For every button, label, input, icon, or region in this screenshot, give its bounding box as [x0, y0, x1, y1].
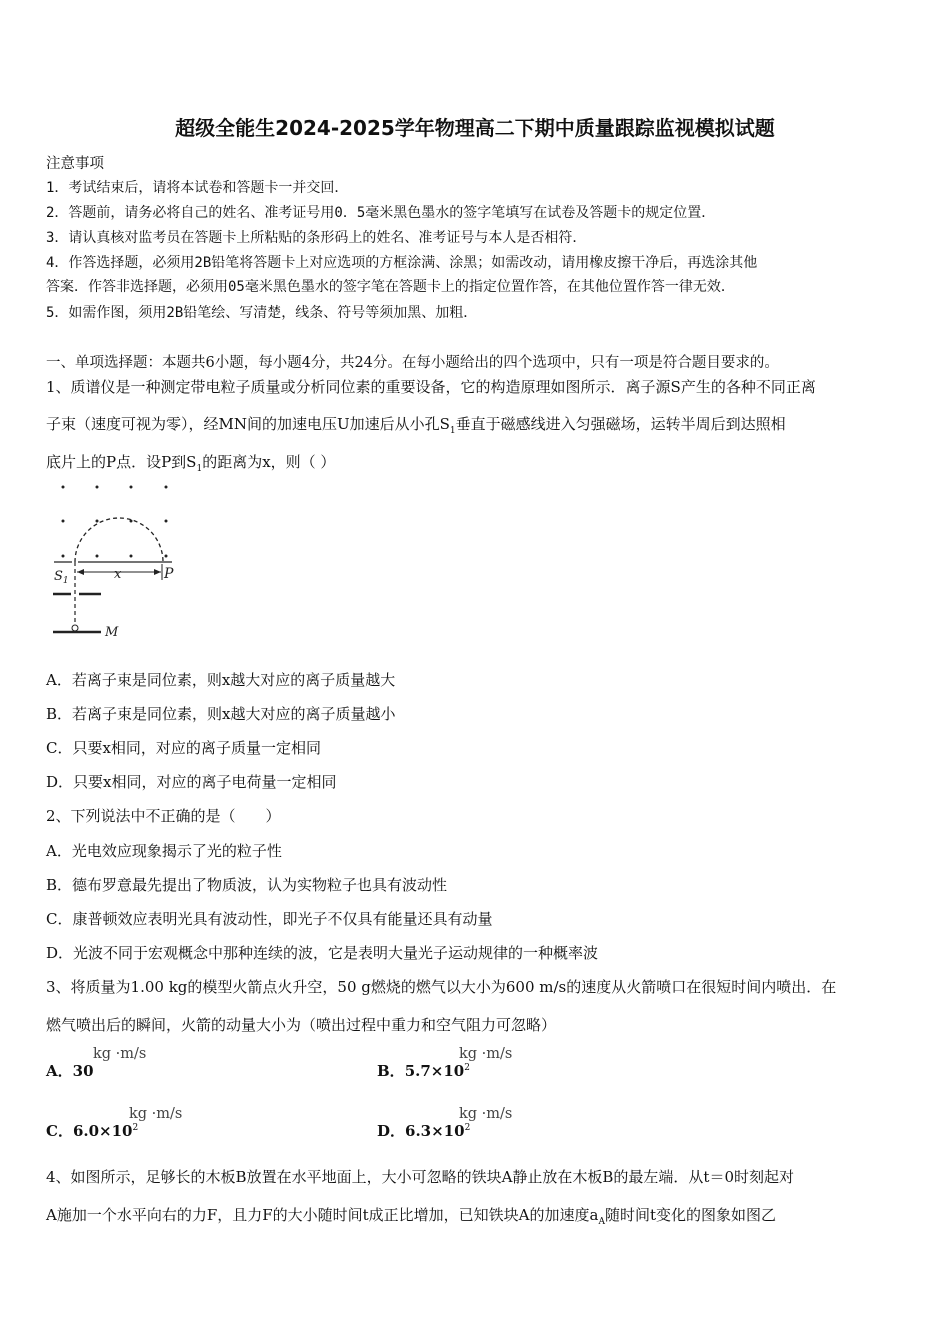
label-x: x: [114, 567, 122, 582]
q3-option-b: B．$5.7\times 10^2$: [377, 1062, 470, 1080]
q3-stem-line2: 燃气喷出后的瞬间，火箭的动量大小为（喷出过程中重力和空气阻力可忽略）: [46, 1016, 557, 1034]
notice-heading: 注意事项: [46, 156, 104, 172]
section-heading: 一、单项选择题：本题共6小题，每小题4分，共24分。在每小题给出的四个选项中，只有一项是符合题目要求的。: [46, 355, 779, 371]
q2-option-b: B．德布罗意最先提出了物质波，认为实物粒子也具有波动性: [46, 876, 448, 894]
q2-stem: 2、下列说法中不正确的是（ ）: [46, 807, 281, 825]
label-s1: $S_1$: [54, 569, 69, 586]
q2-option-c: C．康普顿效应表明光具有波动性，即光子不仅具有能量还具有动量: [46, 910, 493, 928]
q1-option-d: D．只要x相同，对应的离子电荷量一定相同: [46, 773, 337, 791]
q3-option-c: C．$6.0\times 10^2$: [46, 1122, 139, 1140]
q3-option-a: A．30: [46, 1062, 94, 1080]
notice-item: 答案．作答非选择题，必须用05毫米黑色墨水的签字笔在答题卡上的指定位置作答，在其他位置作答一律无效．: [46, 279, 735, 295]
q3-option-b-unit: kg ·m/s: [459, 1046, 513, 1062]
q3-stem-line1: 3、将质量为1.00 kg的模型火箭点火升空，50 g燃烧的燃气以大小为600 m/s的速度从火箭喷口在很短时间内喷出．在: [46, 978, 837, 996]
q3-option-d: D．$6.3\times 10^2$: [377, 1122, 471, 1140]
q2-option-d: D．光波不同于宏观概念中那种连续的波，它是表明大量光子运动规律的一种概率波: [46, 944, 599, 962]
notice-item: 2．答题前，请务必将自己的姓名、准考证号用0．5毫米黑色墨水的签字笔填写在试卷及答题卡的规定位置．: [46, 205, 716, 221]
q1-stem-line3: 底片上的P点．设P到$S_1$的距离为x，则（ ）: [46, 453, 336, 474]
q1-option-c: C．只要x相同，对应的离子质量一定相同: [46, 739, 321, 757]
q3-option-d-unit: kg ·m/s: [459, 1106, 513, 1122]
notice-item: 4．作答选择题，必须用2B铅笔将答题卡上对应选项的方框涂满、涂黑；如需改动，请用橡皮擦干净后，再选涂其他: [46, 255, 758, 271]
label-p: P: [164, 566, 174, 582]
notice-item: 3．请认真核对监考员在答题卡上所粘贴的条形码上的姓名、准考证号与本人是否相符．: [46, 230, 587, 246]
q3-option-a-unit: kg ·m/s: [93, 1046, 147, 1062]
notice-item: 5．如需作图，须用2B铅笔绘、写清楚，线条、符号等须加黑、加粗．: [46, 305, 478, 321]
q1-stem-line1: 1、质谱仪是一种测定带电粒子质量或分析同位素的重要设备，它的构造原理如图所示．离子源S产生的各种不同正离: [46, 378, 816, 396]
label-m: M: [105, 625, 119, 640]
q2-option-a: A．光电效应现象揭示了光的粒子性: [46, 842, 282, 860]
page-title: 超级全能生2024-2025学年物理高二下期中质量跟踪监视模拟试题: [175, 116, 775, 140]
q3-option-c-unit: kg ·m/s: [129, 1106, 183, 1122]
notice-item: 1．考试结束后，请将本试卷和答题卡一并交回．: [46, 180, 349, 196]
q1-option-b: B．若离子束是同位素，则x越大对应的离子质量越小: [46, 705, 396, 723]
q4-stem-line2: A施加一个水平向右的力F，且力F的大小随时间t成正比增加，已知铁块A的加速度$a_A$随时间t变化的图象如图乙: [46, 1206, 776, 1227]
ion-source: [72, 625, 78, 631]
q4-stem-line1: 4、如图所示，足够长的木板B放置在水平地面上，大小可忽略的铁块A静止放在木板B的最左端．从t＝0时刻起对: [46, 1168, 794, 1186]
ion-path-arc: [75, 518, 163, 562]
q1-option-a: A．若离子束是同位素，则x越大对应的离子质量越大: [46, 671, 396, 689]
q1-stem-line2: 子束（速度可视为零），经MN间的加速电压U加速后从小孔$S_1$垂直于磁感线进入匀强磁场，运转半周后到达照相: [46, 415, 786, 436]
mass-spectrometer-figure: [44, 476, 194, 648]
